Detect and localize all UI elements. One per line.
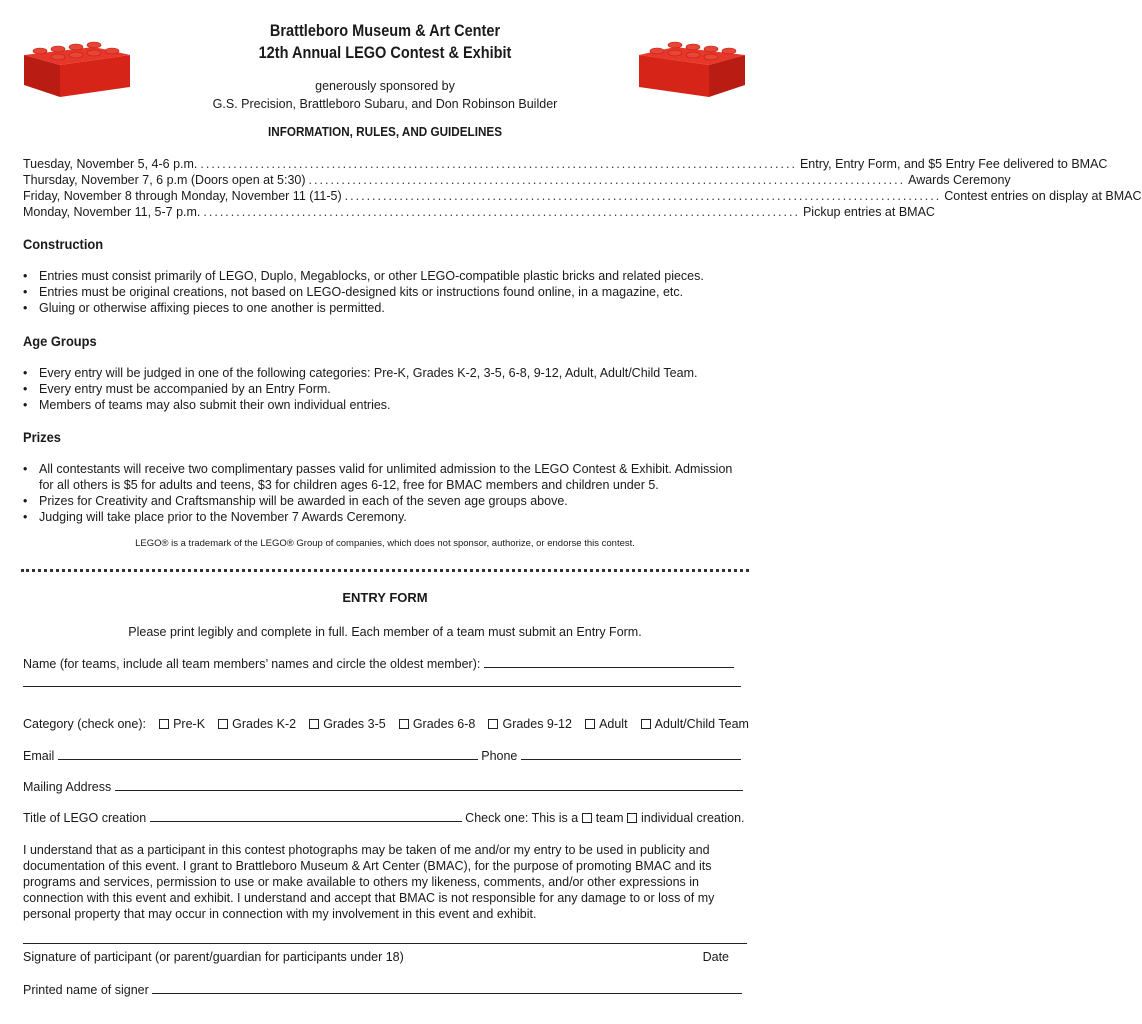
list-item: • Every entry will be judged in one of the following categories: Pre-K, Grades K-2, 3-5, 6-8, 9-12, Adult, Adult/Child Team. [23, 365, 753, 381]
checkbox-icon[interactable] [488, 719, 498, 729]
address-row [23, 779, 743, 794]
checkbox-icon[interactable] [399, 719, 409, 729]
list-item: • All contestants will receive two complimentary passes valid for unlimited admission to the LEGO Contest & Exhibit. Admission for all others is $5 for adults and teens, $3 for children ages 6-12, free for BMAC members and children under 5. [23, 461, 735, 493]
prizes-heading: Prizes [23, 429, 61, 445]
category-option-3-5[interactable]: Grades 3-5 [309, 717, 386, 731]
name-field[interactable] [484, 656, 734, 668]
name-label: Name (for teams, include all team members’ names and circle the oldest member): [23, 657, 481, 671]
list-item: • Every entry must be accompanied by an Entry Form. [23, 381, 753, 397]
entry-form-title: ENTRY FORM [342, 590, 428, 605]
checkbox-icon[interactable] [309, 719, 319, 729]
date-label: Date [702, 950, 729, 964]
creation-title-label: Title of LEGO creation [23, 811, 147, 825]
schedule-row [23, 204, 935, 220]
trademark-notice: LEGO® is a trademark of the LEGO® Group of companies, which does not sponsor, authorize, or endorse this contest. [135, 538, 635, 549]
list-item: • Gluing or otherwise affixing pieces to one another is permitted. [23, 300, 753, 316]
schedule-what: Awards Ceremony [908, 173, 1011, 187]
category-option-adult[interactable]: Adult [585, 717, 628, 731]
age-groups-heading: Age Groups [23, 333, 97, 349]
schedule-when: Thursday, November 7, 6 p.m (Doors open at 5:30) [23, 173, 306, 187]
checkbox-icon[interactable] [627, 813, 637, 823]
list-item: • Entries must consist primarily of LEGO, Duplo, Megablocks, or other LEGO-compatible plastic bricks and related pieces. [23, 268, 753, 284]
checkbox-icon[interactable] [159, 719, 169, 729]
signature-label: Signature of participant (or parent/guardian for participants under 18) [23, 950, 404, 964]
page-header [0, 20, 770, 112]
schedule [23, 156, 1142, 220]
schedule-what: Pickup entries at BMAC [802, 205, 935, 219]
creation-row [23, 810, 745, 825]
email-field[interactable] [58, 748, 478, 760]
title-line-1: Brattleboro Museum & Art Center [269, 22, 501, 40]
entry-form-instructions: Please print legibly and complete in full. Each member of a team must submit an Entry Form. [128, 625, 642, 639]
prizes-list [23, 461, 735, 525]
checkbox-icon[interactable] [585, 719, 595, 729]
name-row [23, 656, 734, 671]
checkbox-icon[interactable] [582, 813, 592, 823]
category-option-adult-child-team[interactable]: Adult/Child Team [641, 717, 749, 731]
name-field-continued[interactable] [23, 686, 741, 687]
schedule-row [23, 188, 1142, 204]
leader-dots: ............................................................................................................. [344, 189, 942, 203]
individual-option[interactable]: individual creation. [627, 811, 745, 825]
leader-dots: ............................................................................................................. [308, 173, 906, 187]
signature-field[interactable] [23, 943, 747, 944]
title-line-2: 12th Annual LEGO Contest & Exhibit [258, 44, 512, 62]
leader-dots: ............................................................................................................. [200, 157, 797, 171]
category-option-9-12[interactable]: Grades 9-12 [488, 717, 571, 731]
phone-field[interactable] [521, 748, 741, 760]
schedule-what: Contest entries on display at BMAC [944, 189, 1142, 203]
schedule-what: Entry, Entry Form, and $5 Entry Fee delivered to BMAC [799, 157, 1108, 171]
list-item: • Members of teams may also submit their own individual entries. [23, 397, 753, 413]
category-option-prek[interactable]: Pre-K [159, 717, 205, 731]
address-field[interactable] [115, 779, 743, 791]
list-item: • Prizes for Creativity and Craftsmanship will be awarded in each of the seven age groups above. [23, 493, 735, 509]
schedule-row [23, 156, 1108, 172]
printed-name-row [23, 982, 742, 997]
dotted-divider [21, 569, 749, 572]
schedule-when: Tuesday, November 5, 4-6 p.m. [23, 157, 198, 171]
team-option[interactable]: team [582, 811, 624, 825]
sponsor-line-1: generously sponsored by [315, 79, 455, 93]
checkbox-icon[interactable] [641, 719, 651, 729]
sponsor-line-2: G.S. Precision, Brattleboro Subaru, and Don Robinson Builder [212, 97, 558, 111]
leader-dots: ............................................................................................................. [203, 205, 800, 219]
category-row [23, 717, 749, 731]
check-one-label: Check one: This is a [465, 811, 579, 825]
signature-row [23, 950, 729, 964]
category-option-6-8[interactable]: Grades 6-8 [399, 717, 476, 731]
creation-title-field[interactable] [150, 810, 462, 822]
printed-name-field[interactable] [152, 982, 742, 994]
construction-list [23, 268, 753, 316]
construction-heading: Construction [23, 236, 104, 252]
consent-paragraph: I understand that as a participant in this contest photographs may be taken of me and/or my entry to be used in publicity and documentation of this event. I grant to Brattleboro Museum & Art Center (BMAC), for the purpose of promoting BMAC and its programs and services, permission to use or make available to others my likeness, comments, and/or other expressions in connection with this event and exhibit. I understand and accept that BMAC is not responsible for any damage to or loss of my personal property that may occur in connection with my involvement in this event and exhibit. [23, 843, 715, 921]
info-heading: INFORMATION, RULES, AND GUIDELINES [268, 124, 502, 139]
category-option-k2[interactable]: Grades K-2 [218, 717, 296, 731]
email-label: Email [23, 749, 55, 763]
email-phone-row [23, 748, 741, 763]
category-label: Category (check one): [23, 717, 146, 731]
printed-name-label: Printed name of signer [23, 983, 149, 997]
schedule-when: Friday, November 8 through Monday, November 11 (11-5) [23, 189, 342, 203]
schedule-when: Monday, November 11, 5-7 p.m. [23, 205, 201, 219]
list-item: • Judging will take place prior to the November 7 Awards Ceremony. [23, 509, 735, 525]
age-groups-list [23, 365, 753, 413]
schedule-row [23, 172, 1011, 188]
checkbox-icon[interactable] [218, 719, 228, 729]
phone-label: Phone [481, 749, 518, 763]
list-item: • Entries must be original creations, not based on LEGO-designed kits or instructions found online, in a magazine, etc. [23, 284, 753, 300]
address-label: Mailing Address [23, 780, 112, 794]
